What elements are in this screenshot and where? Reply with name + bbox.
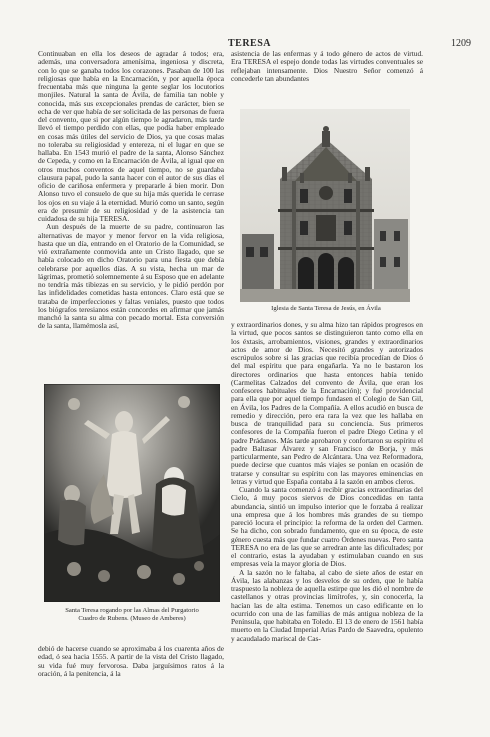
left-column-top [38, 50, 224, 375]
paragraph: Aun después de la muerte de su padre, continuaron las alternativas de mayor y menor fervor en la vida religiosa, hasta que un día, entrando en el Oratorio de la Comunidad, se vió extrañamente conmovida ante un Cristo llagado, que se había colocado en dicho Oratorio para una fiesta que debía celebrarse por aquellos días. A su vista, hecha un mar de lágrimas, prometió solemnemente á su Esposo que en adelante no tendría más tibiezas en su servicio, y le pidió perdón por las infidelidades cometidas hasta entonces. Claro está que se trataba de imperfecciones y faltas veniales, puesto que todos los biógrafos teresianos están concordes en afirmar que jamás manchó la santa su alma con pecado mortal. Esta conversión de la santa, llamémosla así, [38, 222, 224, 331]
paragraph: asistencia de las enfermas y á todo género de actos de virtud. Era TERESA el espejo donde todas las virtudes conventuales se reflejaban intensamente. Dios Nuestro Señor comenzó á concederle tan abundantes [231, 50, 423, 83]
right-column-bottom [231, 321, 423, 729]
paragraph: Cuando la santa comenzó á recibir gracias extraordinarias del Cielo, á muy pocos siervos de Dios concedidas en tanta abundancia, sintió un impulso interior que le forzaba á realizar una empresa que á los hombres más grandes de su tiempo pareció locura el principio: la reforma de la orden del Carmen. Se ha dicho, con sobrado fundamento, que en su época, de este género cuesta más que fundar cuatro Órdenes nuevas. Pero santa TERESA no era de las que se arredran ante las dificultades; por el contrario, estas la ayudaban y estimulaban cuando en sus empresas veía la mayor gloria de Dios. [231, 485, 423, 569]
paragraph: debió de hacerse cuando se aproximaba á los cuarenta años de edad, ó sea hacia 1555. A partir de la vista del Cristo llagado, su vida fué muy fervorosa. Daba jarguísimos ratos á la oración, á la penitencia, á la [38, 645, 224, 678]
painting-caption-credit: Cuadro de Rubens. (Museo de Amberes) [78, 614, 186, 622]
painting-caption [40, 607, 224, 622]
painting-caption-title: Santa Teresa rogando por las Almas del Purgatorio [65, 607, 199, 614]
paragraph: Continuaban en ella los deseos de agradar á todos; era, además, una conversadora amenísima, ingeniosa y discreta, con lo que se ganaba todos los corazones. Pasaban de 100 las religiosas que había en la Encarnación, y por aquella época frecuentaba más que ninguna la gente seglar los locutorios monjiles. Natural la santa de Ávila, de familia tan noble y conocida, más sus excepcionales prendas de carácter, bien se echa de ver que había de ser solicitada de las personas de fuera del convento, que si por algún tiempo le agradaron, más tarde llevó el tiempo perdido con ellas, que podía haber empleado en cosas más útiles del servicio de Dios, ya que cosas malas no toleraba su religiosidad y entereza, ni el lugar en que se hallaba. En 1543 murió el padre de la santa, Alonso Sánchez de Cepeda, y como en la Encarnación de Ávila, al igual que en otros muchos conventos de aquel tiempo, no se guardaba clausura papal, pudo la santa hacer con el autor de sus días el oficio de cariñosa enfermera y prepararle á bien morir. Don Alonso tuvo el consuelo de que su hija más querida le cerrase los ojos en su viaje á la eternidad. Murió como un santo, según era de presumir de su religiosidad y de la asistencia tan cuidadosa de su hija TERESA. [38, 50, 224, 223]
church-caption: Iglesia de Santa Teresa de Jesús, en Ávila [271, 305, 381, 312]
painting-photo [44, 384, 220, 602]
church-photo [240, 109, 410, 302]
painting-illustration [44, 384, 220, 602]
left-column-bottom [38, 645, 224, 729]
right-column-top [231, 50, 423, 108]
church-illustration [240, 109, 410, 302]
running-title: TERESA [228, 38, 272, 49]
paragraph: A la sazón no le faltaba, al cabo de siete años de estar en Ávila, las alabanzas y los desvelos de su orden, que le había traspuesto la nobleza de aquella estirpe que les dió el nombre de castellanos y otras provincias limítrofes, y, sin conocerla, la hacían las de alta estima. Tenemos un caso edificante en lo ocurrido con una de las familias de más antigua nobleza de la Península, que habitaba en Toledo. El 13 de enero de 1561 había muerto en la Ciudad Imperial Arias Pardo de Saavedra, opulento y acaudalado mariscal de Cas- [231, 567, 423, 643]
page-number: 1209 [451, 38, 471, 49]
paragraph: y extraordinarios dones, y su alma hizo tan rápidos progresos en la virtud, que pocos santos se distinguieron tanto como ella en los éxtasis, arrobamientos, visiones, grandes y extraordinarios actos de amor de Dios. Necesitó grandes y autorizados escrúpulos sobre si las gracias que recibía procedían de Dios ó del mal espíritu que para engañarla. Ya no le bastaron los directores ordinarios que hasta entonces había tenido (Carmelitas Calzados del convento de Ávila, que eran los confesores habituales de la Encarnación); y fué providencial para ella que por aquel tiempo fundasen el Colegio de San Gil, en Ávila, los Padres de la Compañía. A ellos acudió en busca de remedio y dirección, pero era rara la vez que les hallaba en busca de tranquilidad para su conciencia. Sus primeros confesores de la Compañía fueron el padre Diego Cetina y el padre Prádanos. Más tarde aprobaron y confortaron su espíritu el padre Baltasar Álvarez y san Francisco de Borja, y más particularmente, san Pedro de Alcántara. Una vez Reformadora, puede decirse que cuantos más viajes se ponían en ocasión de tratarse y consultar su espíritu con las mayores eminencias en letras y virtud que España contaba á la sazón en ambos cleros. [231, 321, 423, 486]
